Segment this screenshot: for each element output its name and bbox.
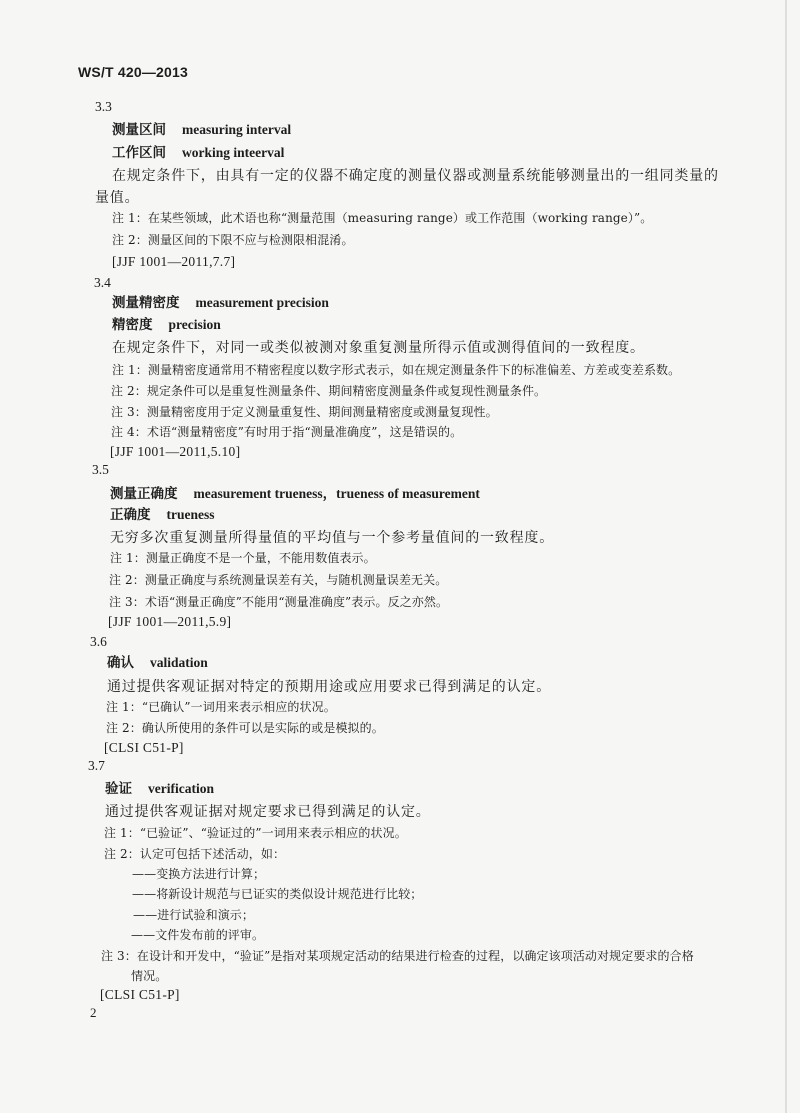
source-reference: [JJF 1001—2011,7.7] <box>112 254 236 269</box>
note: 注 2：确认所使用的条件可以是实际的或是模拟的。 <box>106 721 384 735</box>
term-en: validation <box>150 655 208 670</box>
term-zh: 测量区间 <box>112 122 166 138</box>
definition-line: 在规定条件下，对同一或类似被测对象重复测量所得示值或测得值间的一致程度。 <box>112 340 645 356</box>
section-number: 3.4 <box>94 275 111 290</box>
term-line <box>110 487 480 502</box>
section-number: 3.6 <box>90 634 107 649</box>
definition-line: 通过提供客观证据对特定的预期用途或应用要求已得到满足的认定。 <box>107 679 551 695</box>
section-number: 3.5 <box>92 462 109 477</box>
term-zh: 正确度 <box>110 507 151 523</box>
note: 注 3：术语“测量正确度”不能用“测量准确度”表示。反之亦然。 <box>109 595 449 609</box>
activity-item: ——进行试验和演示； <box>133 908 255 922</box>
term-line <box>112 146 284 161</box>
term-zh: 确认 <box>107 655 134 671</box>
activity-item: ——变换方法进行计算； <box>132 867 266 881</box>
definition-line: 量值。 <box>95 190 140 206</box>
term-zh: 测量正确度 <box>110 486 178 502</box>
section-number: 3.7 <box>88 758 105 773</box>
term-en: measurement trueness，trueness of measurement <box>193 486 480 501</box>
term-en: trueness <box>166 507 215 522</box>
term-en: precision <box>168 317 221 332</box>
term-line <box>112 296 329 311</box>
term-line <box>110 508 215 523</box>
note: 注 2：规定条件可以是重复性测量条件、期间精密度测量条件或复现性测量条件。 <box>111 384 547 398</box>
term-line <box>107 656 208 671</box>
term-zh: 精密度 <box>112 317 153 333</box>
term-line <box>105 782 214 797</box>
note: 注 2：认定可包括下述活动，如： <box>104 847 286 861</box>
note: 注 1：在某些领域，此术语也称“测量范围（measuring range）或工作范围（working range）”。 <box>112 211 653 225</box>
term-zh: 验证 <box>105 781 132 797</box>
definition-line: 通过提供客观证据对规定要求已得到满足的认定。 <box>105 804 431 820</box>
page-number: 2 <box>90 1005 97 1020</box>
term-en: measuring interval <box>182 122 292 137</box>
term-line <box>112 123 291 138</box>
note: 注 3：在设计和开发中，“验证”是指对某项规定活动的结果进行检查的过程，以确定该项活动对规定要求的合格 <box>101 949 694 963</box>
note: 注 1：“已确认”一词用来表示相应的状况。 <box>106 700 336 714</box>
section-number: 3.3 <box>95 99 112 114</box>
note: 注 2：测量区间的下限不应与检测限相混淆。 <box>112 233 354 247</box>
source-reference: [JJF 1001—2011,5.9] <box>108 614 232 629</box>
term-zh: 测量精密度 <box>112 295 180 311</box>
term-zh: 工作区间 <box>112 145 166 161</box>
note: 注 1：测量正确度不是一个量，不能用数值表示。 <box>110 551 376 565</box>
doc-number: WS/T 420—2013 <box>78 64 188 80</box>
note: 注 2：测量正确度与系统测量误差有关，与随机测量误差无关。 <box>109 573 448 587</box>
note: 注 3：测量精密度用于定义测量重复性、期间测量精密度或测量复现性。 <box>111 405 498 419</box>
source-reference: [CLSI C51-P] <box>104 740 184 755</box>
activity-item: ——将新设计规范与已证实的类似设计规范进行比较； <box>132 887 423 901</box>
note: 注 1：“已验证”、“验证过的”一词用来表示相应的状况。 <box>104 826 407 840</box>
note: 注 4：术语“测量精密度”有时用于指“测量准确度”，这是错误的。 <box>111 425 463 439</box>
definition-line: 在规定条件下，由具有一定的仪器不确定度的测量仪器或测量系统能够测量出的一组同类量的 <box>112 168 719 184</box>
source-reference: [JJF 1001—2011,5.10] <box>110 444 241 459</box>
term-en: verification <box>148 781 214 796</box>
activity-item: ——文件发布前的评审。 <box>131 928 265 942</box>
term-en: measurement precision <box>195 295 329 310</box>
source-reference: [CLSI C51-P] <box>100 987 180 1002</box>
term-line <box>112 318 221 333</box>
term-en: working inteerval <box>182 145 285 160</box>
definition-line: 无穷多次重复测量所得量值的平均值与一个参考量值间的一致程度。 <box>110 530 554 546</box>
note-continuation: 情况。 <box>131 969 168 983</box>
note: 注 1：测量精密度通常用不精密程度以数字形式表示，如在规定测量条件下的标准偏差、方差或变差系数。 <box>112 363 681 377</box>
scan-edge-line <box>785 0 787 1113</box>
